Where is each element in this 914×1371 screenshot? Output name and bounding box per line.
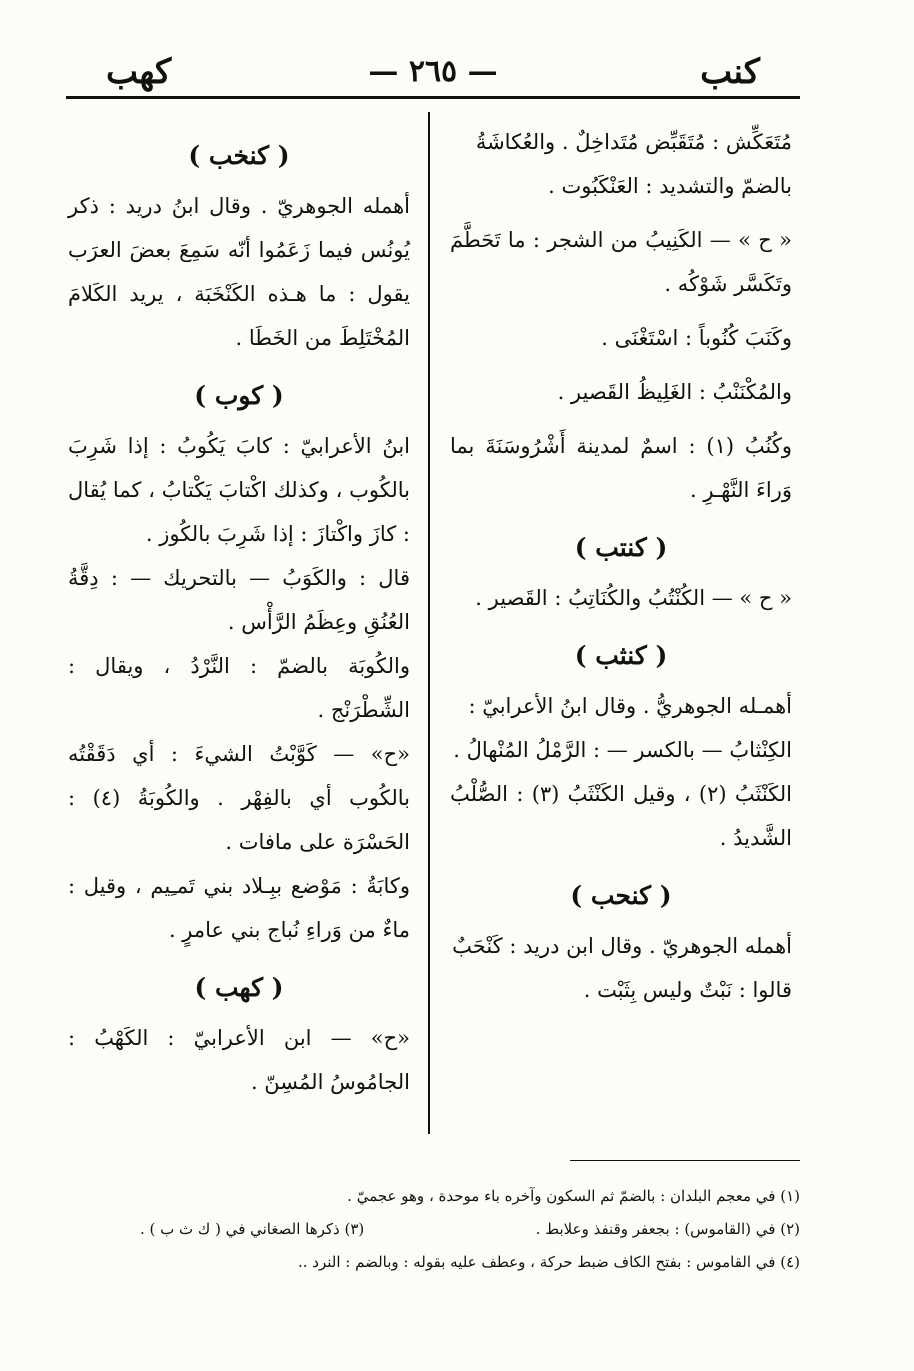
entry-paragraph: «ح» — كَوَّبْتُ الشيءَ : أي دَقَقْتُه بالكُوب أي بالفِهْر . والكُوبَةُ (٤) : الحَسْرَة على مافات . [68,742,411,854]
footnote-4: (٤) في القاموس : بفتح الكاف ضبط حركة ، وعطف عليه بقوله : وبالضم : النرد .. [297,1253,800,1271]
entry-line: الكَنْثَبُ (٢) ، وقيل الكَنْثَبُ (٣) : الصُّلْبُ الشَّديدُ . [450,782,792,850]
entry-line: الكِنْثابُ — بالكسر — : الرَّمْلُ المُنْهالُ . [453,738,792,762]
left-column [68,120,410,1104]
footnote-rule [570,1160,800,1161]
entry-paragraph: «ح» — ابن الأعرابيّ : الكَهْبُ : الجامُوسُ المُسِنّ . [68,1026,410,1094]
entry-line: أهمله الجوهريّ . وقال ابن دريد : كَنْحَبٌ [452,934,792,958]
footnote-3: (٣) ذكرها الصغاني في ( ك ث ب ) . [140,1220,365,1238]
footnote-2: (٢) في (القاموس) : بجعفر وقنفذ وعلابط . [535,1220,800,1238]
entry-paragraph: ابنُ الأعرابيّ : كابَ يَكُوبُ : إذا شَرِبَ بالكُوب ، وكذلك اكْتابَ يَكْتابُ ، كما يُقال : كازَ واكْتازَ : إذا شَرِبَ بالكُوز . [68,434,410,546]
entry-line: مُتَعَكِّش : مُتَقَبِّض مُتَداخِلٌ . والعُكاشَةُ [475,130,792,154]
entry-muknanib: والمُكْنَنْبُ : الغَلِيظُ القَصير . [557,380,792,404]
section-title-knkhb: ( كنخب ) [188,141,290,170]
section-title-kntb: ( كنتب ) [574,533,668,562]
entry-line: قالوا : نَبْتٌ وليس بِثَبْت . [583,978,792,1002]
entry-kunub: وكُنُبُ (١) : اسمٌ لمدينة أَشْرُوسَنَةَ بما وَراءَ النَّهْـرِ . [450,434,792,502]
entry-kanib: « ح » — الكَنِيبُ من الشجر : ما تَحَطَّمَ وتَكَسَّر شَوْكُه . [450,228,792,296]
entry-line: أهمـله الجوهريُّ . وقال ابنُ الأعرابيّ : [468,694,792,718]
section-title-knhb: ( كنحب ) [570,881,672,910]
entry-paragraph: أهمله الجوهريّ . وقال ابنُ دريد : ذكر يُونُس فيما زَعَمُوا أنّه سَمِعَ بعضَ العرَب يقول : ما هـذه الكَنْخَبَة ، يريد الكَلامَ المُخْتَلِطَ من الخَطَا . [68,194,410,350]
entry-paragraph: قال : والكَوَبُ — بالتحريك — : دِقَّةُ العُنُقِ وعِظَمُ الرَّأْس . [68,566,410,634]
entry-line: بالضمّ والتشديد : العَنْكَبُوت . [548,174,792,198]
header-root-word-left: كهب [106,52,172,92]
footnotes [140,1180,800,1279]
entry-paragraph: وكابَةُ : مَوْضع ببِـلاد بني تَمـِيم ، وقيل : ماءٌ من وَراءِ نُباج بني عامرٍ . [68,874,410,942]
header-rule [66,96,800,99]
section-title-kwb: ( كوب ) [194,381,284,410]
section-title-khb: ( كهب ) [194,973,284,1002]
column-divider [428,112,430,1134]
header-root-word-right: كنب [700,52,760,92]
page-header [66,46,800,96]
entry-kanaba: وكَنَبَ كُنُوباً : اسْتَغْنَى . [601,326,792,350]
page-number: — ٢٦٥ — [368,54,498,89]
section-title-knthb: ( كنثب ) [574,641,668,670]
entry-line: « ح » — الكُنْتُبُ والكُنَاتِبُ : القَصير . [475,586,792,610]
footnote-1: (١) في معجم البلدان : بالضمّ ثم السكون وآخره باء موحدة ، وهو عجميّ . [347,1187,800,1205]
right-column [450,120,792,1012]
entry-paragraph: والكُوبَة بالضمّ : النَّرْدُ ، ويقال : الشِّطْرَنْج . [68,654,410,722]
